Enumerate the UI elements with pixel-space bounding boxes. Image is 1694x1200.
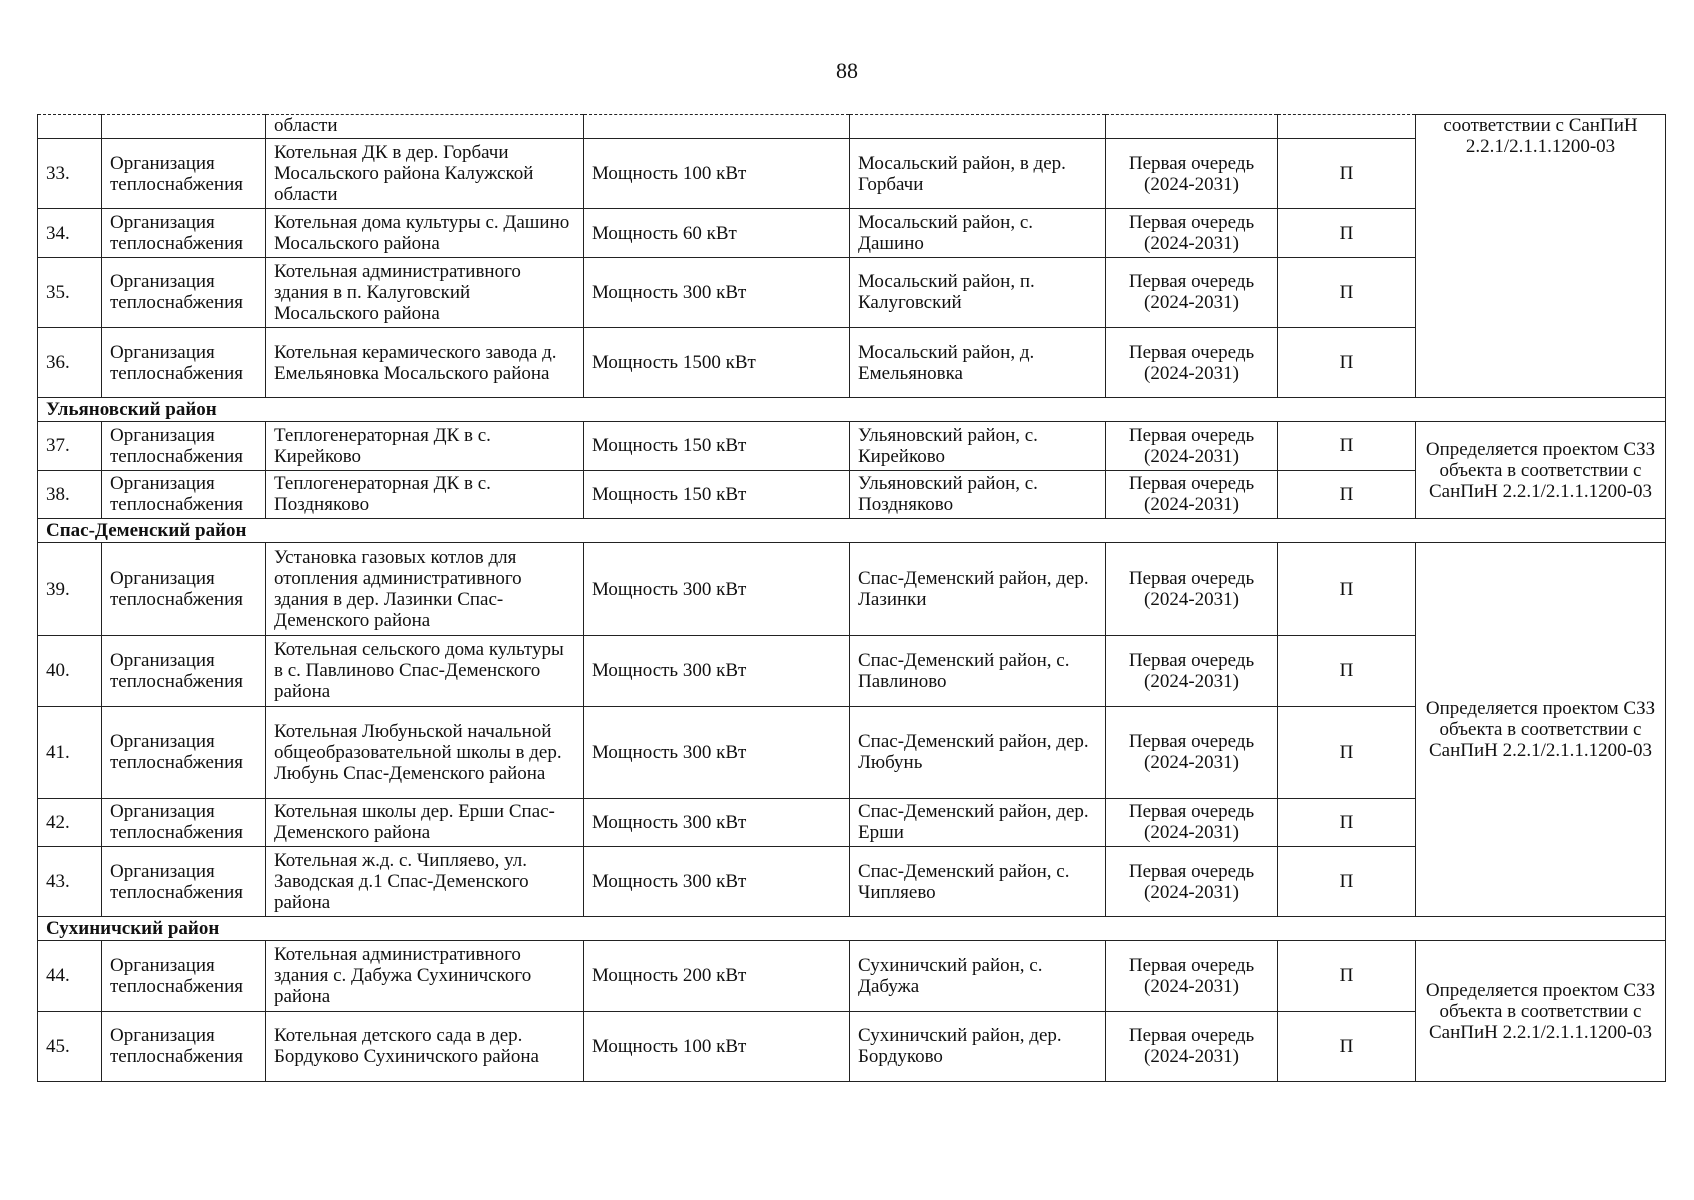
cell-location: Ульяновский район, с. Поздняково [850,470,1106,518]
cell-power: Мощность 1500 кВт [584,327,850,397]
cell-name: Котельная административного здания в п. Калуговский Мосальского района [266,257,584,327]
cell-location: Сухиничский район, с. Дабужа [850,941,1106,1011]
cell-power: Мощность 300 кВт [584,798,850,846]
section-row [38,398,1666,422]
cell-location: Мосальский район, с. Дашино [850,209,1106,257]
cell-name: области [266,115,584,139]
cell-number: 34. [38,209,102,257]
cell-number: 44. [38,941,102,1011]
page-number: 88 [836,58,858,83]
cell-name: Теплогенераторная ДК в с. Поздняково [266,470,584,518]
cell-stage: Первая очередь (2024-2031) [1106,209,1278,257]
cell-power: Мощность 100 кВт [584,139,850,209]
cell-name: Котельная дома культуры с. Дашино Мосальского района [266,209,584,257]
cell-norm: Определяется проектом СЗЗ объекта в соответствии с СанПиН 2.2.1/2.1.1.1200-03 [1416,422,1666,519]
cell-empty [850,115,1106,139]
cell-number: 40. [38,636,102,706]
cell-stage: Первая очередь (2024-2031) [1106,470,1278,518]
cell-location: Ульяновский район, с. Кирейково [850,422,1106,470]
cell-type: П [1278,636,1416,706]
cell-location: Мосальский район, д. Емельяновка [850,327,1106,397]
section-row [38,917,1666,941]
cell-power: Мощность 150 кВт [584,470,850,518]
cell-power: Мощность 300 кВт [584,636,850,706]
cell-organization: Организация теплоснабжения [102,209,266,257]
cell-organization: Организация теплоснабжения [102,706,266,798]
cell-power: Мощность 300 кВт [584,542,850,635]
section-title: Спас-Деменский район [38,518,1666,542]
cell-stage: Первая очередь (2024-2031) [1106,139,1278,209]
cell-number: 42. [38,798,102,846]
cell-type: П [1278,327,1416,397]
table-body [38,115,1666,1082]
cell-stage: Первая очередь (2024-2031) [1106,636,1278,706]
cell-number: 37. [38,422,102,470]
cell-name: Котельная сельского дома культуры в с. Павлиново Спас-Деменского района [266,636,584,706]
cell-location: Спас-Деменский район, дер. Лазинки [850,542,1106,635]
cell-name: Теплогенераторная ДК в с. Кирейково [266,422,584,470]
section-title: Ульяновский район [38,398,1666,422]
cell-location: Спас-Деменский район, с. Павлиново [850,636,1106,706]
cell-power: Мощность 300 кВт [584,257,850,327]
cell-power: Мощность 150 кВт [584,422,850,470]
cell-number: 35. [38,257,102,327]
cell-stage: Первая очередь (2024-2031) [1106,542,1278,635]
cell-name: Котельная керамического завода д. Емельяновка Мосальского района [266,327,584,397]
cell-name: Котельная Любуньской начальной общеобразовательной школы в дер. Любунь Спас-Деменского района [266,706,584,798]
cell-empty [38,115,102,139]
continuation-row [38,115,1666,139]
cell-type: П [1278,706,1416,798]
cell-organization: Организация теплоснабжения [102,422,266,470]
cell-empty [1106,115,1278,139]
cell-type: П [1278,209,1416,257]
cell-name: Котельная ДК в дер. Горбачи Мосальского района Калужской области [266,139,584,209]
cell-type: П [1278,1011,1416,1081]
cell-name: Котельная ж.д. с. Чипляево, ул. Заводская д.1 Спас-Деменского района [266,846,584,916]
cell-location: Мосальский район, в дер. Горбачи [850,139,1106,209]
cell-power: Мощность 300 кВт [584,846,850,916]
cell-name: Котельная административного здания с. Дабужа Сухиничского района [266,941,584,1011]
cell-type: П [1278,257,1416,327]
cell-number: 41. [38,706,102,798]
cell-type: П [1278,846,1416,916]
cell-number: 36. [38,327,102,397]
cell-number: 33. [38,139,102,209]
cell-empty [1278,115,1416,139]
table-row [38,542,1666,635]
cell-number: 45. [38,1011,102,1081]
cell-type: П [1278,542,1416,635]
cell-organization: Организация теплоснабжения [102,846,266,916]
cell-number: 39. [38,542,102,635]
cell-power: Мощность 200 кВт [584,941,850,1011]
cell-norm: Определяется проектом СЗЗ объекта в соответствии с СанПиН 2.2.1/2.1.1.1200-03 [1416,542,1666,916]
cell-location: Сухиничский район, дер. Бордуково [850,1011,1106,1081]
cell-stage: Первая очередь (2024-2031) [1106,257,1278,327]
cell-type: П [1278,941,1416,1011]
cell-organization: Организация теплоснабжения [102,636,266,706]
section-title: Сухиничский район [38,917,1666,941]
cell-stage: Первая очередь (2024-2031) [1106,422,1278,470]
cell-norm: Определяется проектом СЗЗ объекта в соответствии с СанПиН 2.2.1/2.1.1.1200-03 [1416,941,1666,1082]
cell-name: Установка газовых котлов для отопления административного здания в дер. Лазинки Спас-Деменского района [266,542,584,635]
cell-organization: Организация теплоснабжения [102,941,266,1011]
cell-type: П [1278,139,1416,209]
cell-organization: Организация теплоснабжения [102,139,266,209]
cell-type: П [1278,422,1416,470]
cell-stage: Первая очередь (2024-2031) [1106,706,1278,798]
cell-name: Котельная школы дер. Ерши Спас-Деменского района [266,798,584,846]
cell-location: Спас-Деменский район, дер. Любунь [850,706,1106,798]
cell-location: Спас-Деменский район, дер. Ерши [850,798,1106,846]
cell-location: Мосальский район, п. Калуговский [850,257,1106,327]
cell-type: П [1278,470,1416,518]
cell-organization: Организация теплоснабжения [102,542,266,635]
cell-power: Мощность 60 кВт [584,209,850,257]
cell-organization: Организация теплоснабжения [102,470,266,518]
cell-type: П [1278,798,1416,846]
cell-power: Мощность 100 кВт [584,1011,850,1081]
cell-stage: Первая очередь (2024-2031) [1106,846,1278,916]
cell-location: Спас-Деменский район, с. Чипляево [850,846,1106,916]
cell-stage: Первая очередь (2024-2031) [1106,798,1278,846]
cell-organization: Организация теплоснабжения [102,1011,266,1081]
cell-stage: Первая очередь (2024-2031) [1106,941,1278,1011]
table-row [38,422,1666,470]
section-row [38,518,1666,542]
cell-organization: Организация теплоснабжения [102,798,266,846]
cell-empty [584,115,850,139]
cell-number: 38. [38,470,102,518]
cell-empty [102,115,266,139]
table-row [38,941,1666,1011]
cell-power: Мощность 300 кВт [584,706,850,798]
cell-name: Котельная детского сада в дер. Бордуково Сухиничского района [266,1011,584,1081]
cell-norm: соответствии с СанПиН 2.2.1/2.1.1.1200-03 [1416,115,1666,398]
facilities-table [37,114,1666,1082]
cell-organization: Организация теплоснабжения [102,327,266,397]
cell-organization: Организация теплоснабжения [102,257,266,327]
cell-stage: Первая очередь (2024-2031) [1106,327,1278,397]
cell-number: 43. [38,846,102,916]
cell-stage: Первая очередь (2024-2031) [1106,1011,1278,1081]
